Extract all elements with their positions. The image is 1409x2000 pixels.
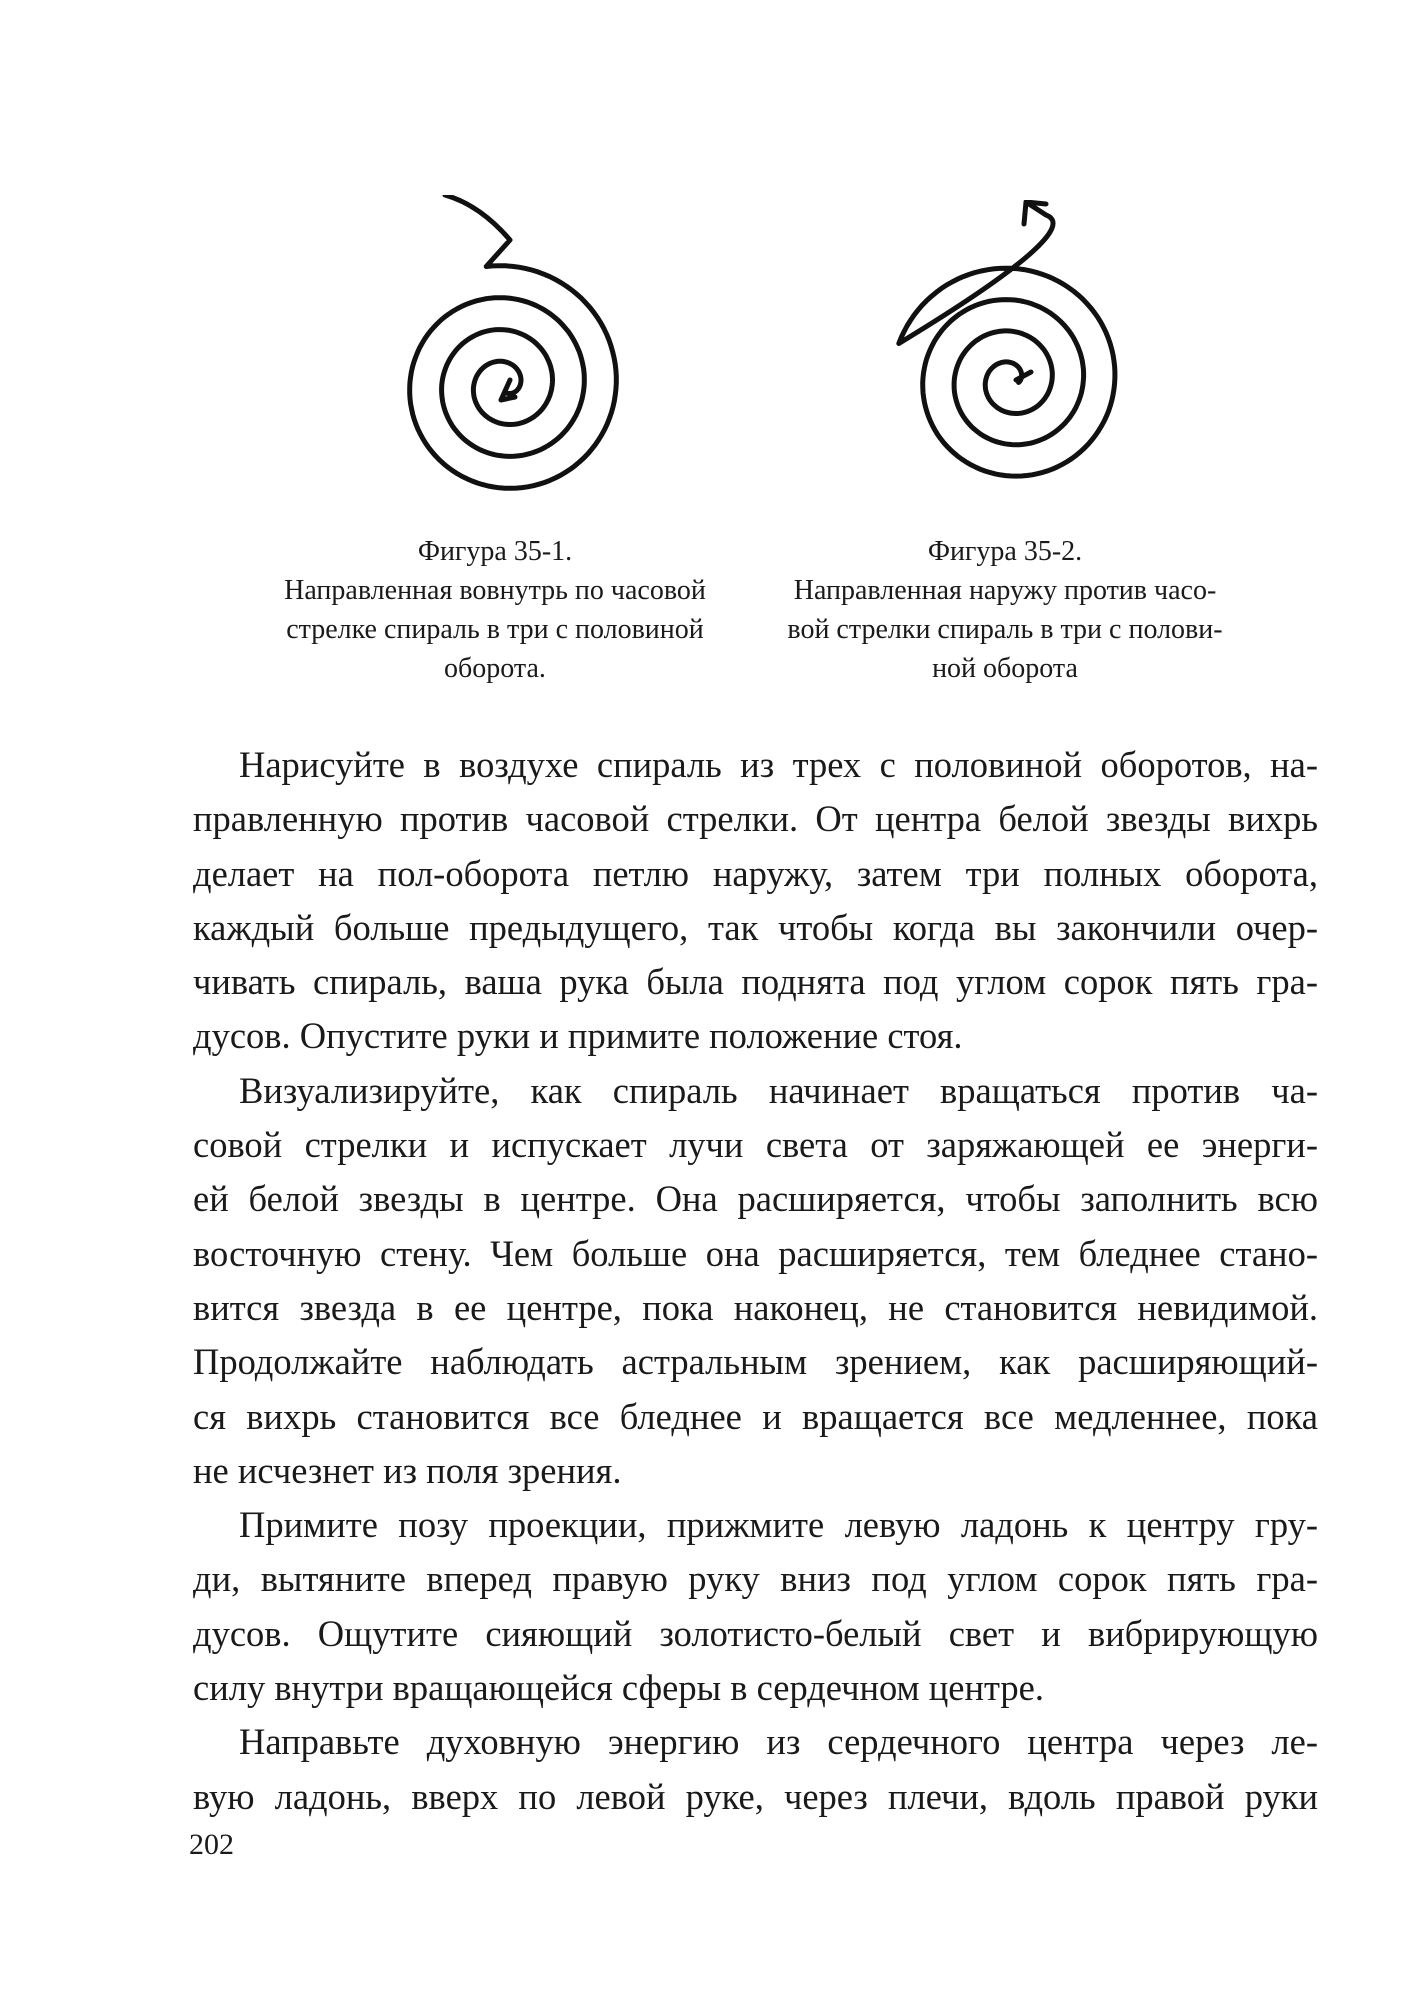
counterclockwise-outward-spiral-icon (886, 200, 1138, 510)
page-number: 202 (189, 1828, 234, 1861)
caption-line: Направленная вовнутрь по часовой (284, 575, 706, 606)
caption-line: вой стрелки спираль в три с полови- (787, 614, 1223, 645)
text-line: восточную стену. Чем больше она расширяется, тем бледнее стано- (193, 1232, 1318, 1274)
figure-35-2 (886, 200, 1138, 510)
text-line: Направьте духовную энергию из сердечного центра через ле- (239, 1721, 1318, 1763)
paragraph (193, 1498, 1318, 1715)
paragraph (193, 1715, 1318, 1824)
text-line: Нарисуйте в воздухе спираль из трех с половиной оборотов, на- (239, 744, 1318, 785)
text-line: вится звезда в ее центре, пока наконец, не становится невидимой. (193, 1286, 1318, 1328)
text-line: Визуализируйте, как спираль начинает вращаться против ча- (239, 1069, 1318, 1111)
text-line: чивать спираль, ваша рука была поднята под углом сорок пять гра- (193, 961, 1318, 1003)
paragraph (193, 1064, 1318, 1498)
caption-line: стрелке спираль в три с половиной (286, 614, 704, 645)
text-line: дусов. Ощутите сияющий золотисто-белый свет и вибрирующую (193, 1612, 1318, 1654)
text-line: совой стрелки и испускает лучи света от заряжающей ее энерги- (193, 1124, 1318, 1166)
body-text (193, 738, 1318, 1824)
text-line: вую ладонь, вверх по левой руке, через плечи, вдоль правой руки (193, 1775, 1318, 1817)
figure-title: Фигура 35-2. (927, 536, 1083, 567)
figure-35-1-caption (250, 532, 740, 688)
text-line: Продолжайте наблюдать астральным зрением, как расширяющий- (193, 1341, 1318, 1383)
text-line: не исчезнет из поля зрения. (193, 1449, 622, 1491)
clockwise-inward-spiral-icon (375, 195, 637, 511)
text-line: делает на пол-оборота петлю наружу, затем три полных оборота, (193, 852, 1318, 894)
paragraph (193, 738, 1318, 1064)
caption-line: ной оборота (932, 653, 1078, 684)
text-line: ей белой звезды в центре. Она расширяется, чтобы заполнить всю (193, 1178, 1318, 1220)
figure-title: Фигура 35-1. (417, 536, 573, 567)
text-line: ди, вытяните вперед правую руку вниз под углом сорок пять гра- (193, 1558, 1318, 1600)
text-line: силу внутри вращающейся сферы в сердечном центре. (193, 1667, 1044, 1709)
text-line: Примите позу проекции, прижмите левую ладонь к центру гру- (239, 1504, 1318, 1546)
text-line: каждый больше предыдущего, так чтобы когда вы закончили очер- (193, 906, 1318, 948)
text-line: дусов. Опустите руки и примите положение стоя. (193, 1015, 963, 1057)
figure-35-2-caption (760, 532, 1250, 688)
caption-line: оборота. (444, 653, 546, 684)
figure-35-1 (375, 195, 637, 511)
text-line: правленную против часовой стрелки. От центра белой звезды вихрь (193, 798, 1318, 840)
caption-line: Направленная наружу против часо- (793, 575, 1217, 606)
text-line: ся вихрь становится все бледнее и вращается все медленнее, пока (193, 1395, 1318, 1437)
